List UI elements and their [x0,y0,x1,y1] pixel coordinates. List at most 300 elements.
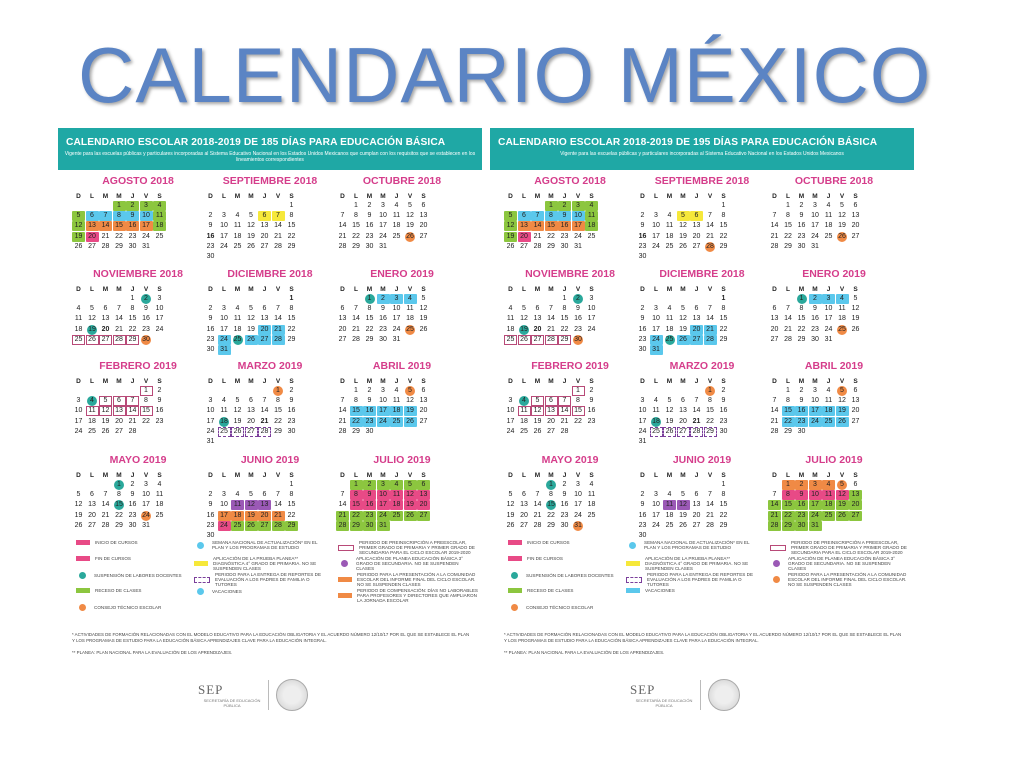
day-cell: 16 [587,407,596,415]
empty-cell [99,386,112,396]
day-cell: 29 [547,521,555,529]
day-cell: 29 [784,427,792,435]
empty-cell [272,480,285,490]
day-cell: 27 [692,242,701,250]
day-cell: 20 [101,325,110,333]
day-cell: 5 [249,305,253,313]
day-cell: 7 [117,305,121,313]
day-cell: 12 [506,501,515,509]
day-cell: 2 [640,491,645,499]
weekday-label: M [812,193,818,200]
month-block [72,454,204,546]
day-cell: 8 [721,491,726,499]
week-row [204,335,336,345]
day-cell: 11 [506,315,515,323]
month-name: JUNIO 2019 [240,454,300,466]
weekday-label: M [380,286,386,293]
day-cell: 23 [155,417,164,425]
week-row [636,396,768,406]
empty-cell [218,294,231,304]
week-row [504,211,636,221]
empty-cell [836,335,849,345]
day-cell: 19 [404,500,417,510]
day-cell: 25 [822,511,835,521]
month-block [504,454,636,546]
day-cell: 17 [392,315,401,323]
day-cell: 13 [419,397,428,405]
empty-cell [218,252,231,262]
month-block [504,360,636,452]
day-cell: 18 [231,511,244,521]
day-cell: 13 [849,490,862,500]
day-cell: 6 [421,202,426,209]
weekday-label: M [812,286,818,293]
month-grid [336,192,468,252]
day-cell: 17 [652,511,660,519]
day-cell: 26 [679,521,687,529]
weekday-label: M [798,193,805,200]
day-cell: 4 [654,397,658,405]
day-cell: 22 [782,417,795,427]
day-cell: 7 [772,491,777,499]
logo-divider [700,680,701,710]
legend-item [626,540,756,550]
day-cell: 8 [549,491,553,499]
day-cell: 6 [772,305,777,313]
day-cell: 11 [518,406,531,416]
month-block [336,268,468,360]
day-cell: 23 [811,325,819,333]
day-cell: 27 [851,417,860,425]
month-name: OCTUBRE 2018 [362,175,442,187]
day-cell: 29 [784,242,792,250]
day-cell: 29 [719,242,728,250]
day-cell: 24 [638,427,647,435]
day-cell: 3 [140,201,153,211]
weekday-label: V [707,286,713,293]
day-cell: 19 [74,511,83,519]
day-cell: 31 [650,345,663,355]
day-cell: 24 [811,232,819,240]
weekday-label: V [839,472,845,479]
day-cell: 21 [101,232,110,240]
empty-cell [677,480,690,490]
day-cell: 18 [233,232,242,240]
empty-cell [690,345,703,355]
weekday-label: V [575,472,581,479]
week-row [204,417,336,427]
weekday-label: M [666,286,673,293]
weekday-label: D [772,378,777,385]
day-cell: 26 [851,325,860,333]
weekday-label: M [102,286,109,293]
day-cell: 5 [421,295,426,302]
day-cell: 14 [274,315,282,323]
day-cell: 28 [784,335,792,343]
weekday-label: D [340,378,345,385]
month-grid [636,377,768,447]
day-cell: 1 [786,387,790,394]
day-cell: 1 [354,202,358,209]
empty-cell [704,252,717,262]
day-cell: 20 [533,325,542,333]
week-row [636,490,768,500]
day-cell: 10 [392,305,401,313]
day-cell: 24 [809,511,822,521]
weekday-label: S [589,472,594,479]
empty-cell [231,252,244,262]
week-row [336,325,468,335]
empty-cell [99,201,112,211]
legend-item [76,572,206,579]
week-row [336,521,468,531]
day-cell: 23 [560,511,569,519]
day-cell: 3 [640,397,645,405]
day-cell: 26 [419,325,428,333]
day-cell: 23 [587,417,596,425]
day-cell: 22 [706,417,714,425]
day-cell: 4 [394,202,399,209]
month-block [636,360,768,452]
empty-cell [272,437,285,447]
weekday-label: D [340,193,345,200]
day-cell: 9 [144,305,148,313]
legend-item [194,540,324,550]
day-cell: 28 [336,521,349,531]
day-cell: 10 [220,222,228,230]
week-row [768,417,900,427]
empty-cell [245,294,258,304]
legend-swatch-icon [626,588,640,593]
day-cell: 20 [849,500,862,510]
day-cell: 14 [706,315,714,323]
empty-cell [690,437,703,447]
day-cell: 25 [88,427,96,435]
week-row [768,396,900,406]
day-cell: 31 [638,437,647,445]
day-cell: 14 [706,501,714,509]
day-cell: 21 [533,511,542,519]
day-cell: 25 [231,521,244,531]
month-block [336,175,468,267]
day-cell: 17 [638,417,647,425]
day-cell: 21 [274,232,282,240]
weekday-label: D [772,472,777,479]
day-cell: 16 [811,315,819,323]
day-cell: 11 [74,315,83,323]
weekday-label: J [394,378,399,385]
day-cell: 12 [88,315,96,323]
month-name: FEBRERO 2019 [531,360,609,372]
weekday-label: M [116,193,122,200]
week-row [636,335,768,345]
day-cell: 5 [249,491,253,499]
day-cell: 30 [206,345,215,353]
empty-cell [258,252,271,262]
weekday-label: S [157,193,162,200]
weekday-label: M [548,286,554,293]
day-cell: 3 [208,397,213,405]
day-cell: 6 [694,305,699,313]
day-cell: 29 [352,427,360,435]
day-cell: 4 [404,294,417,304]
day-cell: 28 [272,521,285,531]
weekday-label: S [421,472,426,479]
day-cell: 7 [772,397,777,405]
weekday-label: S [421,378,426,385]
day-cell: 11 [390,490,403,500]
month-block [72,175,204,267]
weekday-label: L [786,286,790,293]
day-cell: 12 [679,315,687,323]
weekday-row [72,192,204,201]
day-cell: 13 [545,406,558,416]
empty-cell [336,480,349,490]
week-row [72,511,204,521]
empty-cell [768,294,781,304]
week-row [504,490,636,500]
legend-item [76,604,206,611]
week-row [204,201,336,211]
weekday-label: L [354,193,358,200]
day-cell: 19 [504,232,517,242]
month-block [768,268,900,360]
month-grid [504,285,636,345]
day-cell: 30 [379,335,387,343]
empty-cell [677,437,690,447]
weekday-label: D [640,193,645,200]
month-block [72,360,204,452]
empty-cell [809,427,822,437]
day-cell: 15 [782,500,795,510]
day-cell: 11 [233,315,242,323]
empty-cell [204,201,217,211]
month-block [504,268,636,360]
day-cell: 16 [142,315,150,323]
day-cell: 11 [220,407,228,415]
day-cell: 10 [142,491,150,499]
empty-cell [285,252,298,262]
legend-text: APLICACIÓN DE PLANEA EDUCACIÓN BÁSICA 3° GRADO DE SECUNDARIA. NO SE SUSPENDEN CLASES [356,556,464,571]
empty-cell [518,480,531,490]
day-cell: 10 [652,315,660,323]
weekday-label: M [534,472,541,479]
weekday-label: L [354,472,358,479]
day-cell: 11 [231,500,244,510]
day-cell: 31 [142,521,150,529]
month-name: JULIO 2019 [805,454,863,466]
legend-text: PERIODO DE COMPENSACIÓN: DÍAS NO LABORABLES PARA PROFESORES Y DIRECTORES QUE AMPLIARON LA JORNADA ESCOLAR [357,588,478,603]
day-cell: 19 [520,325,528,333]
day-cell: 7 [694,397,699,405]
legend-swatch-icon [508,540,522,545]
day-cell: 1 [289,481,294,488]
day-cell: 27 [692,521,701,529]
day-cell: 20 [690,325,703,335]
day-cell: 19 [101,417,110,425]
weekday-label: L [222,286,226,293]
empty-cell [545,386,558,396]
weekday-label: L [786,472,790,479]
day-cell: 11 [392,212,401,220]
day-cell: 28 [338,427,347,435]
day-cell: 9 [157,397,162,405]
legend-item [508,588,638,593]
weekday-row [204,192,336,201]
empty-cell [717,345,730,355]
day-cell: 17 [220,325,228,333]
day-cell: 5 [504,211,517,221]
week-row [72,232,204,242]
day-cell: 1 [721,481,726,488]
week-row [336,221,468,231]
day-cell: 2 [640,212,645,220]
day-cell: 14 [338,501,347,509]
empty-cell [272,252,285,262]
empty-cell [245,437,258,447]
day-cell: 24 [574,232,582,240]
day-cell: 3 [589,295,594,302]
week-row [768,511,900,521]
empty-cell [140,427,153,437]
calendar-185-days [58,128,482,728]
day-cell: 8 [117,491,121,499]
day-cell: 21 [706,511,714,519]
empty-cell [404,427,417,437]
empty-cell [768,480,781,490]
day-cell: 2 [367,202,372,209]
legend-swatch-icon [508,588,522,593]
day-cell: 15 [547,501,555,509]
day-cell: 30 [128,242,137,250]
empty-cell [390,242,403,252]
day-cell: 9 [813,305,817,313]
day-cell: 18 [824,222,833,230]
empty-cell [518,201,531,211]
legend-swatch-icon [194,561,208,566]
empty-cell [531,480,544,490]
empty-cell [782,294,795,304]
day-cell: 6 [518,211,531,221]
day-cell: 6 [690,211,703,221]
day-cell: 12 [838,212,846,220]
day-cell: 2 [589,387,594,394]
week-row [768,427,900,437]
empty-cell [677,201,690,211]
day-cell: 21 [770,232,779,240]
weekday-label: S [853,472,858,479]
day-cell: 15 [350,500,363,510]
day-cell: 27 [520,242,528,250]
day-cell: 19 [404,406,417,416]
week-row [504,314,636,324]
day-cell: 22 [719,511,728,519]
week-row [504,242,636,252]
day-cell: 24 [74,427,83,435]
day-cell: 22 [784,232,792,240]
day-cell: 4 [585,201,598,211]
weekday-label: V [707,193,713,200]
month-name: AGOSTO 2018 [102,175,174,187]
legend-item [76,540,206,545]
day-cell: 5 [405,386,415,396]
legend-swatch-icon [197,542,204,549]
empty-cell [113,386,126,396]
month-block [336,454,468,546]
day-cell: 10 [574,491,582,499]
day-cell: 21 [704,325,717,335]
weekday-label: M [666,472,673,479]
day-cell: 13 [851,397,860,405]
day-cell: 7 [558,396,571,406]
day-cell: 27 [531,335,544,345]
empty-cell [663,294,676,304]
weekday-label: M [366,378,373,385]
empty-cell [518,294,531,304]
day-cell: 24 [574,511,582,519]
week-row [72,335,204,345]
legend-swatch-icon [341,560,348,567]
day-cell: 14 [784,315,792,323]
empty-cell [531,294,544,304]
weekday-label: V [839,286,845,293]
month-grid [636,285,768,355]
day-cell: 27 [88,242,96,250]
day-cell: 2 [363,480,376,490]
empty-cell [690,252,703,262]
legend-item [770,556,910,571]
day-cell: 9 [130,491,135,499]
day-cell: 20 [518,232,531,242]
empty-cell [836,427,849,437]
day-cell: 29 [285,521,298,531]
day-cell: 12 [665,407,674,415]
day-cell: 24 [379,232,387,240]
day-cell: 2 [558,201,571,211]
legend-swatch-icon [79,572,86,579]
day-cell: 12 [247,315,255,323]
day-cell: 11 [406,305,414,313]
empty-cell [518,386,531,396]
week-row [636,252,768,262]
day-cell: 20 [419,222,428,230]
day-cell: 22 [574,417,582,425]
empty-cell [531,201,544,211]
day-cell: 6 [853,481,858,488]
day-cell: 10 [824,305,833,313]
day-cell: 14 [706,222,714,230]
weekday-label: M [116,378,122,385]
day-cell: 5 [404,480,417,490]
day-cell: 3 [76,397,81,405]
day-cell: 21 [115,325,123,333]
weekday-label: S [853,286,858,293]
day-cell: 29 [365,335,374,343]
weekday-label: L [654,193,658,200]
week-row [72,396,204,406]
legend-item [338,572,478,587]
weekday-label: L [354,286,358,293]
day-cell: 28 [533,242,542,250]
day-cell: 24 [652,242,660,250]
day-cell: 20 [851,222,860,230]
day-cell: 9 [289,397,294,405]
day-cell: 25 [155,511,164,519]
legend-text: SUSPENSIÓN DE LABORES DOCENTES [526,573,614,578]
empty-cell [650,252,663,262]
day-cell: 3 [572,201,585,211]
day-cell: 27 [677,427,690,437]
